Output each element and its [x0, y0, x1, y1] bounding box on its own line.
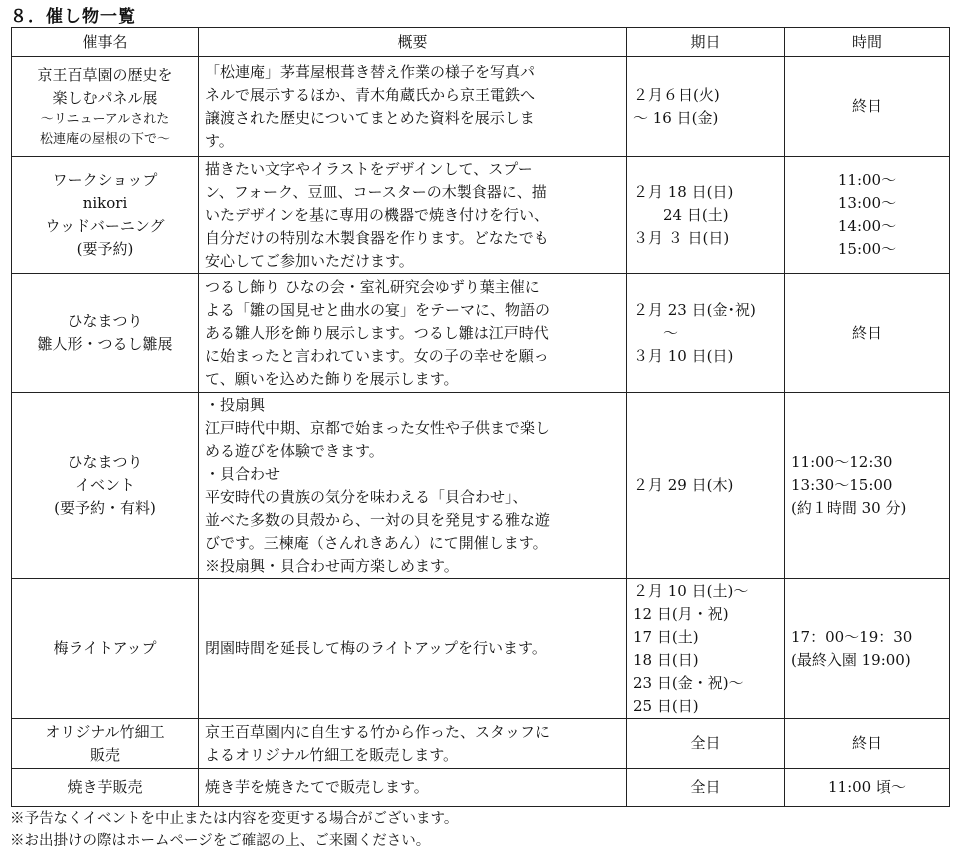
event-summary-cell	[199, 157, 627, 274]
date-line: 全日	[690, 734, 721, 752]
summary-line: める遊びを体験できます。	[205, 441, 384, 460]
event-name-line: 京王百草園の歴史を	[37, 65, 173, 84]
page-title: ８．催し物一覧	[10, 7, 136, 27]
event-dates-cell	[627, 57, 785, 157]
event-time-cell	[785, 579, 950, 719]
summary-line: 自分だけの特別な木製食器を作ります。どなたでも	[205, 228, 549, 247]
table-row	[12, 274, 950, 393]
event-summary-cell	[199, 393, 627, 579]
summary-line: よるオリジナル竹細工を販売します。	[205, 745, 459, 764]
event-subtitle-line: ～リニューアルされた	[40, 111, 170, 127]
event-name-line: (要予約)	[76, 240, 134, 258]
summary-line: 江戸時代中期、京都で始まった女性や子供まで楽し	[205, 418, 551, 437]
summary-line: ある雛人形を飾り展示します。つるし雛は江戸時代	[205, 323, 549, 342]
column-header-event-name: 催事名	[12, 28, 199, 57]
event-name-cell	[12, 57, 199, 157]
summary-line: ・投扇興	[205, 395, 266, 414]
event-name-cell	[12, 579, 199, 719]
event-summary-cell	[199, 719, 627, 769]
event-dates-cell	[627, 769, 785, 807]
time-line: 終日	[851, 734, 882, 752]
date-line: 18 日(日)	[633, 650, 699, 669]
date-line: ～ 16 日(金)	[633, 108, 719, 127]
event-name-line: ワークショップ	[52, 171, 158, 189]
time-line: 11:00～	[837, 171, 897, 189]
time-line: (約１時間 30 分)	[791, 499, 907, 517]
date-line: 24 日(土)	[633, 205, 729, 224]
event-time-cell	[785, 157, 950, 274]
summary-line: て、願いを込めた飾りを展示します。	[205, 369, 459, 388]
date-line: ２月 18 日(日)	[633, 182, 734, 201]
summary-line: ・貝合わせ	[205, 464, 281, 483]
column-header-summary: 概要	[199, 28, 627, 57]
event-name-cell	[12, 274, 199, 393]
column-header-dates: 期日	[627, 28, 785, 57]
event-name-line: 販売	[89, 745, 120, 764]
event-dates-cell	[627, 579, 785, 719]
event-name-line: 梅ライトアップ	[53, 639, 157, 657]
column-header-time: 時間	[785, 28, 950, 57]
table-header-row	[12, 28, 950, 57]
summary-line: 平安時代の貴族の気分を味わえる「貝合わせ」、	[205, 487, 528, 506]
event-summary-cell	[199, 769, 627, 807]
date-line: 23 日(金・祝)～	[633, 673, 744, 692]
date-line: ２月 23 日(金･祝)	[633, 300, 756, 319]
event-subtitle-line: 松連庵の屋根の下で～	[39, 131, 170, 147]
date-line: ２月６日(火)	[633, 85, 720, 104]
footnote: ※予告なくイベントを中止または内容を変更する場合がございます。	[10, 811, 459, 827]
summary-line: びです。三楝庵（さんれきあん）にて開催します。	[205, 533, 548, 552]
time-line: 11:00～12:30	[791, 453, 893, 471]
event-name-line: (要予約・有料)	[54, 499, 156, 517]
date-line: 12 日(月・祝)	[633, 604, 729, 623]
event-name-cell	[12, 393, 199, 579]
event-name-line: 楽しむパネル展	[52, 88, 158, 107]
summary-line: 「松連庵」茅葺屋根葺き替え作業の様子を写真パ	[205, 62, 536, 81]
event-summary-cell	[199, 579, 627, 719]
footnotes	[10, 808, 458, 852]
date-line: 17 日(土)	[633, 627, 699, 646]
time-line: 14:00～	[837, 217, 897, 235]
date-line: ２月 29 日(木)	[633, 476, 734, 494]
summary-line: よる「雛の国見せと曲水の宴」をテーマに、物語の	[205, 300, 551, 319]
event-time-cell	[785, 274, 950, 393]
summary-line: す。	[205, 131, 234, 150]
summary-line: 安心してご参加いただけます。	[205, 251, 414, 270]
event-dates-cell	[627, 274, 785, 393]
summary-line: 並べた多数の貝殻から、一対の貝を発見する雅な遊	[205, 510, 551, 529]
event-name-line: 雛人形・つるし雛展	[37, 335, 173, 353]
date-line: 全日	[690, 778, 721, 796]
event-name-line: nikori	[82, 194, 128, 212]
summary-line: ネルで展示するほか、青木角蔵氏から京王電鉄へ	[205, 85, 536, 104]
time-line: 13:00～	[837, 194, 897, 212]
event-name-line: ひなまつり	[67, 312, 143, 330]
summary-line: 描きたい文字やイラストをデザインして、スプー	[205, 159, 533, 178]
event-name-line: イベント	[74, 476, 135, 494]
event-name-line: ひなまつり	[67, 453, 143, 471]
event-name-line: オリジナル竹細工	[45, 722, 165, 741]
footnote: ※お出掛けの際はホームページをご確認の上、ご来園ください。	[10, 833, 431, 849]
event-summary-cell	[199, 274, 627, 393]
event-dates-cell	[627, 719, 785, 769]
event-name-line: 焼き芋販売	[67, 778, 143, 796]
table-row	[12, 769, 950, 807]
event-time-cell	[785, 769, 950, 807]
event-name-cell	[12, 157, 199, 274]
time-line: 終日	[851, 97, 882, 115]
summary-line: 京王百草園内に自生する竹から作った、スタッフに	[205, 722, 551, 741]
time-line: 15:00～	[837, 240, 897, 258]
date-line: 25 日(日)	[633, 696, 699, 715]
time-line: 終日	[851, 323, 882, 342]
event-summary-cell	[199, 57, 627, 157]
event-time-cell	[785, 719, 950, 769]
event-name-cell	[12, 769, 199, 807]
summary-line: いたデザインを基に専用の機器で焼き付けを行い、	[205, 205, 549, 224]
date-line: ２月 10 日(土)～	[633, 581, 749, 600]
time-line: 17：00～19：30	[791, 627, 913, 646]
time-line: 11:00 頃～	[828, 778, 906, 796]
event-dates-cell	[627, 393, 785, 579]
table-row	[12, 157, 950, 274]
summary-line: つるし飾り ひなの会・室礼研究会ゆずり葉主催に	[205, 277, 540, 296]
time-line: 13:30～15:00	[791, 476, 893, 494]
summary-line: ※投扇興・貝合わせ両方楽しめます。	[205, 556, 459, 575]
event-name-cell	[12, 719, 199, 769]
table-row	[12, 719, 950, 769]
table-row	[12, 57, 950, 157]
time-line: (最終入園 19:00)	[791, 650, 911, 669]
event-time-cell	[785, 393, 950, 579]
date-line: ３月 ３ 日(日)	[633, 228, 730, 247]
event-name-line: ウッドバーニング	[45, 217, 165, 235]
summary-line: 譲渡された歴史についてまとめた資料を展示しま	[205, 108, 535, 127]
summary-line: ン、フォーク、豆皿、コースターの木製食器に、描	[205, 182, 547, 201]
date-line: ３月 10 日(日)	[633, 346, 734, 365]
event-dates-cell	[627, 157, 785, 274]
date-line: ～	[633, 323, 679, 342]
summary-line: に始まったと言われています。女の子の幸せを願っ	[205, 346, 549, 365]
events-table	[11, 27, 950, 807]
summary-line: 閉園時間を延長して梅のライトアップを行います。	[205, 639, 547, 657]
table-row	[12, 393, 950, 579]
summary-line: 焼き芋を焼きたてで販売します。	[205, 778, 429, 796]
table-row	[12, 579, 950, 719]
event-time-cell	[785, 57, 950, 157]
